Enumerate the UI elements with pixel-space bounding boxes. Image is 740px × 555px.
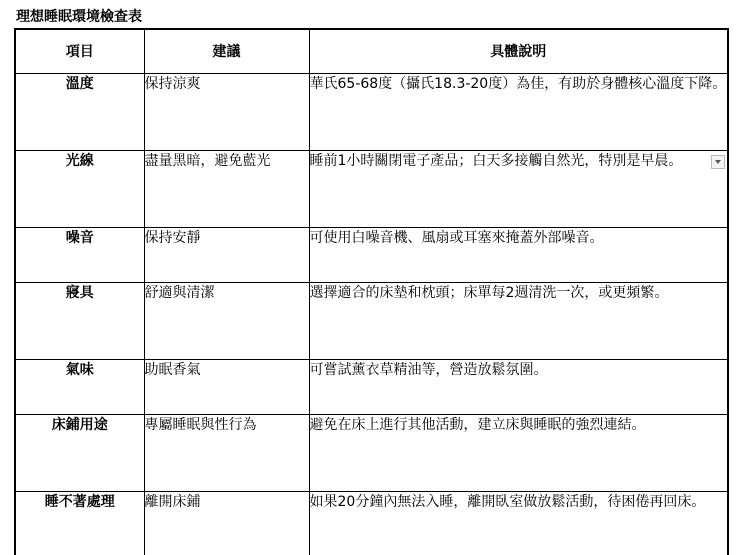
row-item-cell[interactable]: 溫度 <box>15 73 144 150</box>
table-row <box>15 359 728 414</box>
row-detail-cell[interactable]: 如果20分鐘內無法入睡，離開臥室做放鬆活動，待困倦再回床。 <box>309 491 728 555</box>
table-row <box>15 150 728 227</box>
row-suggestion-cell[interactable]: 離開床鋪 <box>144 491 309 555</box>
row-item-cell[interactable]: 氣味 <box>15 359 144 414</box>
sleep-environment-checklist-table <box>14 28 729 555</box>
header-item: 項目 <box>15 29 144 73</box>
chevron-down-icon[interactable] <box>711 155 725 169</box>
table-row <box>15 282 728 359</box>
row-suggestion-cell[interactable]: 舒適與清潔 <box>144 282 309 359</box>
row-suggestion-cell[interactable]: 助眠香氣 <box>144 359 309 414</box>
row-detail-cell[interactable]: 可使用白噪音機、風扇或耳塞來掩蓋外部噪音。 <box>309 227 728 282</box>
table-row <box>15 491 728 555</box>
table-row <box>15 73 728 150</box>
row-suggestion-cell[interactable]: 保持涼爽 <box>144 73 309 150</box>
document-title: 理想睡眠環境檢查表 <box>16 9 142 25</box>
row-suggestion-cell[interactable]: 盡量黑暗，避免藍光 <box>144 150 309 227</box>
row-detail-cell[interactable]: 可嘗試薰衣草精油等，營造放鬆氛圍。 <box>309 359 728 414</box>
row-detail-cell[interactable]: 避免在床上進行其他活動，建立床與睡眠的強烈連結。 <box>309 414 728 491</box>
table-header-row <box>15 29 728 73</box>
row-item-cell[interactable]: 床鋪用途 <box>15 414 144 491</box>
row-item-cell[interactable]: 光線 <box>15 150 144 227</box>
row-item-cell[interactable]: 睡不著處理 <box>15 491 144 555</box>
row-detail-cell[interactable]: 華氏65-68度（攝氏18.3-20度）為佳，有助於身體核心溫度下降。 <box>309 73 728 150</box>
row-item-cell[interactable]: 噪音 <box>15 227 144 282</box>
row-item-cell[interactable]: 寢具 <box>15 282 144 359</box>
row-suggestion-cell[interactable]: 專屬睡眠與性行為 <box>144 414 309 491</box>
row-detail-cell-active[interactable] <box>309 150 728 227</box>
table-row <box>15 227 728 282</box>
table-row <box>15 414 728 491</box>
row-detail-cell[interactable]: 選擇適合的床墊和枕頭；床單每2週清洗一次，或更頻繁。 <box>309 282 728 359</box>
header-detail: 具體說明 <box>309 29 728 73</box>
row-suggestion-cell[interactable]: 保持安靜 <box>144 227 309 282</box>
row-detail-text[interactable]: 睡前1小時關閉電子產品；白天多接觸自然光，特別是早晨。 <box>309 152 683 169</box>
header-suggestion: 建議 <box>144 29 309 73</box>
